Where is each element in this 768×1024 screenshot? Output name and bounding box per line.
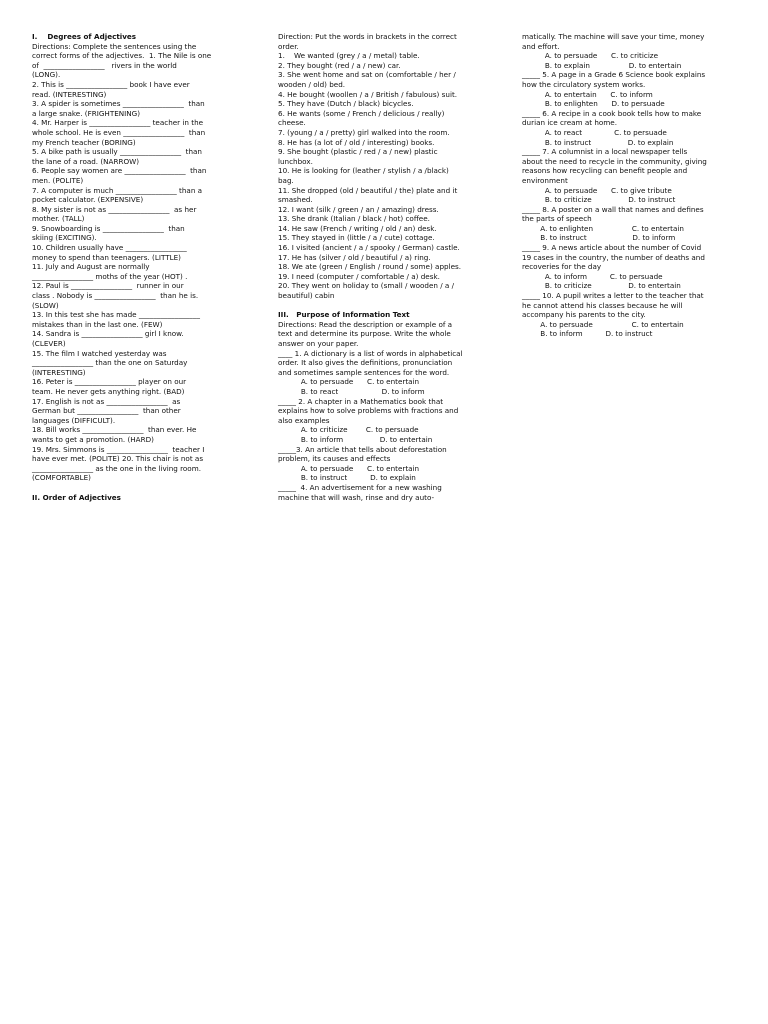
text-line: 5. They have (Dutch / black) bicycles. — [278, 99, 414, 109]
text-line: 18. Bill works _________________ than ever. He — [32, 425, 197, 435]
text-line: explains how to solve problems with fractions and — [278, 406, 459, 416]
text-line: B. to enlighten D. to persuade — [522, 99, 665, 109]
text-line: 9. She bought (plastic / red / a / new) plastic — [278, 147, 438, 157]
text-line: 11. July and August are normally — [32, 262, 150, 272]
text-line: have ever met. (POLITE) 20. This chair is not as — [32, 454, 204, 464]
section-heading: I. Degrees of Adjectives — [32, 32, 137, 41]
text-line: 6. People say women are _________________ than — [32, 166, 207, 176]
section-heading: II. Order of Adjectives — [32, 492, 121, 502]
text-line: 19 cases in the country, the number of deaths and — [522, 252, 705, 262]
text-line: (COMFORTABLE) — [32, 473, 91, 483]
text-line: 1. We wanted (grey / a / metal) table. — [278, 51, 420, 61]
text-line: wooden / old) bed. — [278, 79, 346, 89]
text-line: _____ 10. A pupil writes a letter to the teacher that — [522, 291, 704, 301]
text-line: 15. They stayed in (little / a / cute) cottage. — [278, 233, 435, 243]
text-line: A. to inform C. to persuade — [522, 271, 663, 281]
text-line: A. to criticize C. to persuade — [278, 425, 419, 435]
text-line: 14. He saw (French / writing / old / an) desk. — [278, 223, 437, 233]
text-line: B. to instruct D. to inform — [522, 233, 676, 243]
text-line: A. to persuade C. to give tribute — [522, 185, 672, 195]
text-line: problem, its causes and effects — [278, 454, 391, 464]
text-line: a large snake. (FRIGHTENING) — [32, 108, 140, 118]
text-line: A. to persuade C. to entertain — [278, 377, 420, 387]
text-line: 3. She went home and sat on (comfortable / her / — [278, 70, 456, 80]
text-line: how the circulatory system works. — [522, 79, 646, 89]
text-line: skiing (EXCITING). — [32, 233, 97, 243]
text-line: 11. She dropped (old / beautiful / the) plate and it — [278, 185, 458, 195]
text-line: A. to enlighten C. to entertain — [522, 223, 684, 233]
text-line: _____ 2. A chapter in a Mathematics book that — [278, 396, 444, 406]
text-line: 2. They bought (red / a / new) car. — [278, 60, 401, 70]
text-line: 4. He bought (woollen / a / British / fabulous) suit. — [278, 89, 458, 99]
text-line: my French teacher (BORING) — [32, 137, 136, 147]
text-line: _____ 8. A poster on a wall that names and defines — [522, 204, 704, 214]
text-line: lunchbox. — [278, 156, 313, 166]
text-line: order. — [278, 41, 299, 51]
text-line: B. to inform D. to instruct — [522, 329, 653, 339]
text-line: text and determine its purpose. Write the whole — [278, 329, 451, 339]
text-line: recoveries for the day — [522, 262, 602, 272]
text-line: pocket calculator. (EXPENSIVE) — [32, 195, 144, 205]
text-line: matically. The machine will save your time, money — [522, 32, 705, 41]
text-line: mistakes than in the last one. (FEW) — [32, 319, 163, 329]
text-line: _________________ as the one in the living room. — [32, 463, 201, 473]
text-line: correct forms of the adjectives. 1. The Nile is one — [32, 51, 212, 61]
text-line: 16. Peter is _________________ player on our — [32, 377, 187, 387]
text-line: reasons how recycling can benefit people and — [522, 166, 688, 176]
text-line: durian ice cream at home. — [522, 118, 617, 128]
text-line: languages (DIFFICULT). — [32, 415, 116, 425]
text-line: (INTERESTING) — [32, 367, 86, 377]
text-line: also examples — [278, 415, 330, 425]
text-line: smashed. — [278, 195, 313, 205]
spacer — [32, 483, 254, 493]
text-line: 4. Mr. Harper is _________________ teacher in the — [32, 118, 204, 128]
text-line: A. to persuade C. to criticize — [522, 51, 659, 61]
text-line: B. to explain D. to entertain — [522, 60, 682, 70]
text-line: B. to instruct D. to explain — [522, 137, 674, 147]
text-line: B. to inform D. to entertain — [278, 434, 433, 444]
text-line: 2. This is _________________ book I have ever — [32, 79, 190, 89]
text-line: _____3. An article that tells about deforestation — [278, 444, 447, 454]
text-line: men. (POLITE) — [32, 175, 84, 185]
text-line: 9. Snowboarding is _________________ than — [32, 223, 185, 233]
section-heading: III. Purpose of Information Text — [278, 310, 410, 320]
text-line: Directions: Read the description or example of a — [278, 319, 453, 329]
column-degrees-of-adjectives — [32, 32, 254, 502]
text-line: wants to get a promotion. (HARD) — [32, 434, 154, 444]
text-line: of _________________ rivers in the world — [32, 60, 177, 70]
text-line: A. to persuade C. to entertain — [522, 319, 684, 329]
text-line: A. to persuade C. to entertain — [278, 463, 420, 473]
text-line: about the need to recycle in the community, giving — [522, 156, 707, 166]
text-line: B. to instruct D. to explain — [278, 473, 416, 483]
text-line: German but _________________ than other — [32, 406, 181, 416]
text-line: the parts of speech — [522, 214, 592, 224]
text-line: bag. — [278, 175, 294, 185]
text-line: Directions: Complete the sentences using the — [32, 41, 197, 51]
text-line: (SLOW) — [32, 300, 59, 310]
text-line: order. It also gives the definitions, pronunciation — [278, 358, 453, 368]
text-line: 14. Sandra is _________________ girl I know. — [32, 329, 184, 339]
text-line: the lane of a road. (NARROW) — [32, 156, 140, 166]
text-line: accompany his parents to the city. — [522, 310, 646, 320]
text-line: 7. A computer is much _________________ than a — [32, 185, 203, 195]
column-order-of-adjectives — [278, 32, 500, 502]
text-line: 16. I visited (ancient / a / spooky / German) castle. — [278, 243, 460, 253]
text-line: 18. We ate (green / English / round / some) apples. — [278, 262, 462, 272]
text-line: machine that will wash, rinse and dry auto- — [278, 492, 435, 502]
text-line: 12. Paul is _________________ runner in our — [32, 281, 184, 291]
text-line: 10. Children usually have _________________ — [32, 243, 187, 253]
text-line: 5. A bike path is usually _________________ than — [32, 147, 202, 157]
text-line: mother. (TALL) — [32, 214, 85, 224]
text-line: A. to react C. to persuade — [522, 127, 667, 137]
text-line: 17. English is not as _________________ as — [32, 396, 181, 406]
text-line: class . Nobody is _________________ than he is. — [32, 291, 199, 301]
text-line: read. (INTERESTING) — [32, 89, 107, 99]
text-line: _____ 6. A recipe in a cook book tells how to make — [522, 108, 702, 118]
text-line: beautiful) cabin — [278, 291, 335, 301]
column-purpose-of-text — [522, 32, 744, 339]
text-line: _________________ than the one on Saturday — [32, 358, 188, 368]
text-line: ____ 1. A dictionary is a list of words in alphabetical — [278, 348, 463, 358]
text-line: _____ 9. A news article about the number of Covid — [522, 243, 702, 253]
text-line: 12. I want (silk / green / an / amazing) dress. — [278, 204, 439, 214]
text-line: 7. (young / a / pretty) girl walked into the room. — [278, 127, 450, 137]
text-line: environment — [522, 175, 568, 185]
text-line: _____ 7. A columnist in a local newspaper tells — [522, 147, 688, 157]
text-line: he cannot attend his classes because he will — [522, 300, 683, 310]
text-line: B. to criticize D. to instruct — [522, 195, 676, 205]
text-line: B. to react D. to inform — [278, 386, 425, 396]
text-line: 8. He has (a lot of / old / interesting) books. — [278, 137, 435, 147]
text-line: A. to entertain C. to inform — [522, 89, 653, 99]
text-line: answer on your paper. — [278, 339, 359, 348]
text-line: 13. In this test she has made _________________ — [32, 310, 200, 320]
text-line: 20. They went on holiday to (small / wooden / a / — [278, 281, 455, 291]
text-line: 10. He is looking for (leather / stylish / a /black) — [278, 166, 449, 176]
text-line: cheese. — [278, 118, 306, 128]
text-line: and effort. — [522, 41, 560, 51]
text-line: 6. He wants (some / French / delicious / really) — [278, 108, 445, 118]
text-line: _____ 4. An advertisement for a new washing — [278, 482, 442, 492]
text-line: _________________ moths of the year (HOT) . — [32, 271, 188, 281]
text-line: 17. He has (silver / old / beautiful / a) ring. — [278, 252, 431, 262]
text-line: 19. Mrs. Simmons is _________________ teacher I — [32, 444, 205, 454]
text-line: team. He never gets anything right. (BAD) — [32, 386, 185, 396]
text-line: 8. My sister is not as _________________ as her — [32, 204, 197, 214]
text-line: 3. A spider is sometimes _________________ than — [32, 99, 205, 109]
text-line: 15. The film I watched yesterday was — [32, 348, 167, 358]
text-line: (LONG). — [32, 70, 61, 80]
text-line: B. to criticize D. to entertain — [522, 281, 681, 291]
text-line: Direction: Put the words in brackets in the correct — [278, 32, 457, 41]
text-line: and sometimes sample sentences for the word. — [278, 367, 450, 377]
spacer — [278, 301, 500, 311]
text-line: _____ 5. A page in a Grade 6 Science book explains — [522, 70, 706, 80]
text-line: 13. She drank (Italian / black / hot) coffee. — [278, 214, 430, 224]
text-line: money to spend than teenagers. (LITTLE) — [32, 252, 181, 262]
text-line: (CLEVER) — [32, 339, 66, 348]
text-line: 19. I need (computer / comfortable / a) desk. — [278, 271, 440, 281]
text-line: whole school. He is even _________________ than — [32, 127, 206, 137]
